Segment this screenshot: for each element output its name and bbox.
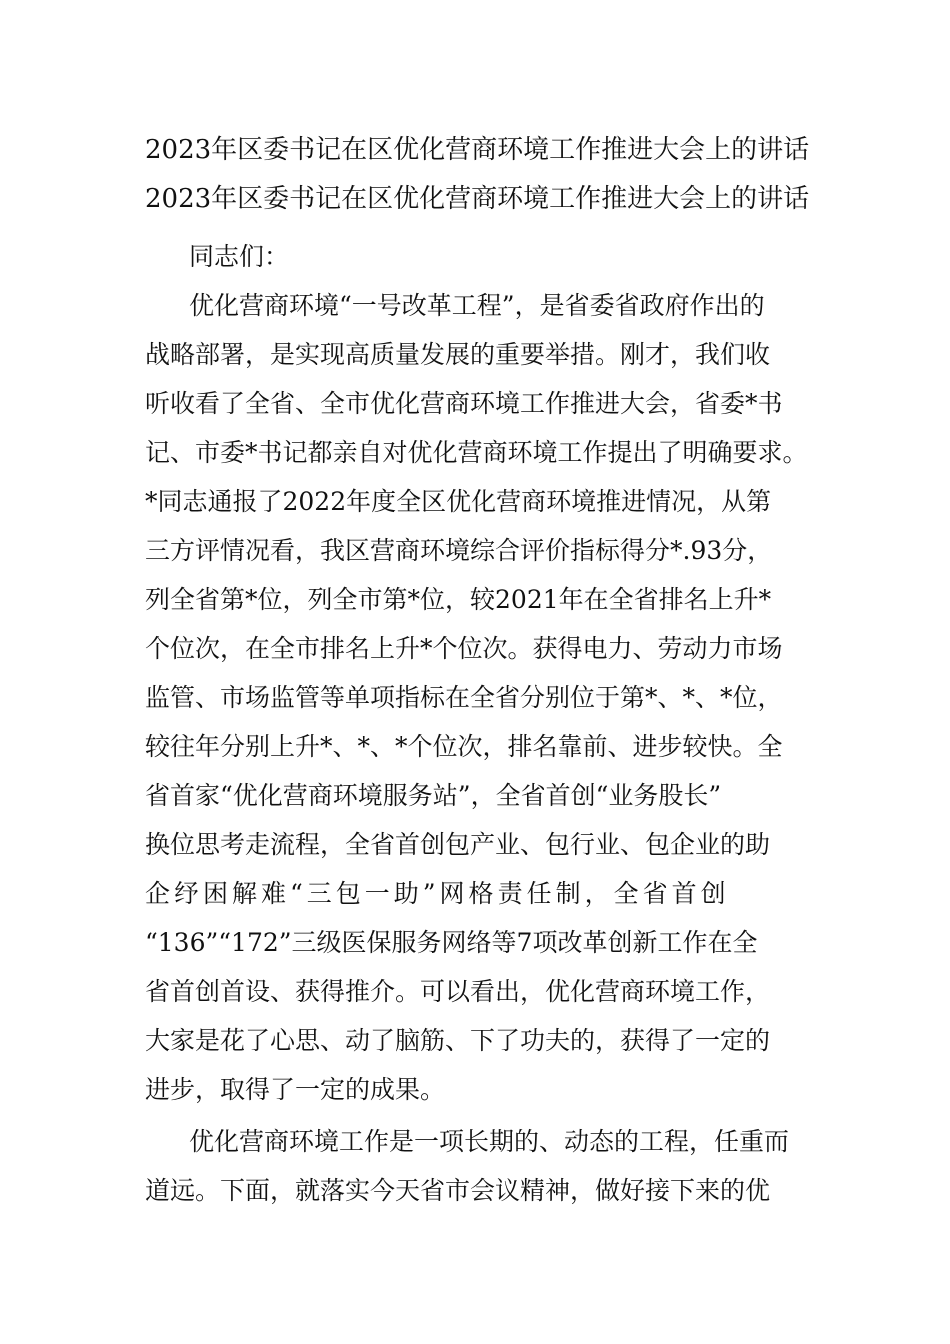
document-title: 2023年区委书记在区优化营商环境工作推进大会上的讲话 (145, 135, 810, 165)
paragraph-line: 进步，取得了一定的成果。 (145, 1075, 446, 1104)
paragraph-line: 换位思考走流程，全省首创包产业、包行业、包企业的助 (145, 830, 771, 859)
paragraph-line: 省首家“优化营商环境服务站”，全省首创“业务股长” (145, 781, 722, 810)
paragraph-1 (145, 281, 815, 1114)
paragraph-line: 企纾困解难“三包一助”网格责任制，全省首创 (145, 879, 730, 908)
paragraph-line: 个位次，在全市排名上升*个位次。获得电力、劳动力市场 (145, 634, 783, 663)
paragraph-line: 道远。下面，就落实今天省市会议精神，做好接下来的优 (145, 1176, 771, 1205)
paragraph-line: 较往年分别上升*、*、*个位次，排名靠前、进步较快。全 (145, 732, 783, 761)
paragraph-line: 听收看了全省、全市优化营商环境工作推进大会，省委*书 (145, 389, 783, 418)
paragraph-line: 监管、市场监管等单项指标在全省分别位于第*、*、*位， (145, 683, 783, 712)
paragraph-line: 三方评情况看，我区营商环境综合评价指标得分*.93分， (145, 536, 773, 565)
salutation: 同志们： (189, 242, 290, 271)
paragraph-line: 战略部署，是实现高质量发展的重要举措。刚才，我们收 (145, 340, 771, 369)
paragraph-line: 优化营商环境工作是一项长期的、动态的工程，任重而 (189, 1127, 790, 1156)
document-title-repeat: 2023年区委书记在区优化营商环境工作推进大会上的讲话 (145, 184, 810, 214)
paragraph-line: 省首创首设、获得推介。可以看出，优化营商环境工作， (145, 977, 771, 1006)
paragraph-line: 优化营商环境“一号改革工程”，是省委省政府作出的 (189, 291, 765, 320)
document-body (145, 232, 815, 1215)
paragraph-line: *同志通报了2022年度全区优化营商环境推进情况，从第 (145, 487, 772, 516)
paragraph-line: “136”“172”三级医保服务网络等7项改革创新工作在全 (145, 928, 758, 957)
paragraph-line: 记、市委*书记都亲自对优化营商环境工作提出了明确要求。 (145, 438, 808, 467)
paragraph-line: 大家是花了心思、动了脑筋、下了功夫的，获得了一定的 (145, 1026, 771, 1055)
paragraph-line: 列全省第*位，列全市第*位，较2021年在全省排名上升* (145, 585, 772, 614)
paragraph-2 (145, 1117, 815, 1215)
